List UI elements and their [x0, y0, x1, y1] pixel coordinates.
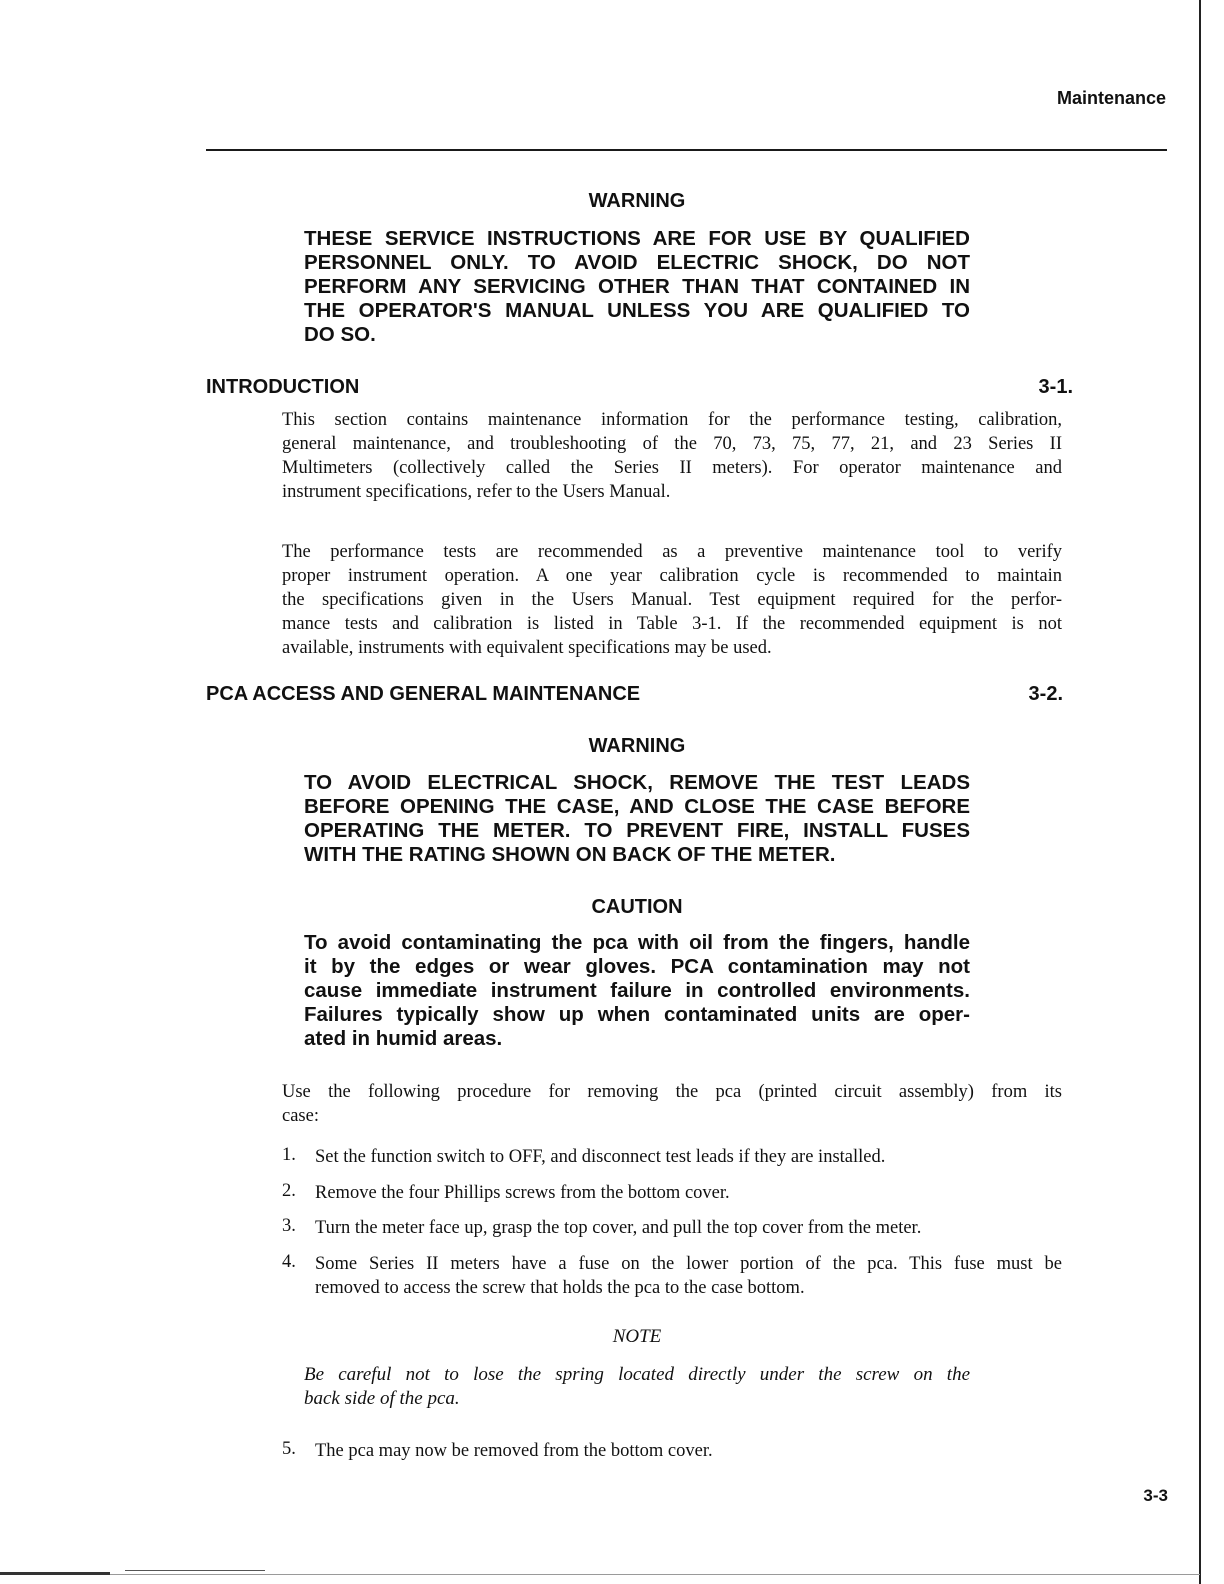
step-number: 4.: [282, 1252, 296, 1272]
step-line: Turn the meter face up, grasp the top cover, and pull the top cover from the meter.: [315, 1218, 922, 1238]
warning-line: DO SO.: [304, 323, 376, 346]
paragraph-line: This section contains maintenance information for the performance testing, calibration,: [282, 410, 1062, 430]
caution-label: CAUTION: [591, 896, 683, 918]
step-line: Remove the four Phillips screws from the bottom cover.: [315, 1183, 730, 1203]
warning-line: OPERATING THE METER. TO PREVENT FIRE, INSTALL FUSES: [304, 819, 970, 842]
procedure-intro: [282, 1080, 1062, 1128]
warning-label: WARNING: [588, 190, 686, 212]
step-number: 5.: [282, 1439, 296, 1459]
step-number: 1.: [282, 1145, 296, 1165]
step-text: [315, 1145, 1062, 1169]
caution-line: ated in humid areas.: [304, 1027, 503, 1050]
paragraph-line: The performance tests are recommended as a preventive maintenance tool to verify: [282, 542, 1062, 562]
step-line: Some Series II meters have a fuse on the lower portion of the pca. This fuse must be: [315, 1254, 1062, 1274]
paragraph-line: mance tests and calibration is listed in Table 3-1. If the recommended equipment is not: [282, 614, 1062, 634]
note-text: [304, 1363, 970, 1411]
paragraph: [282, 408, 1062, 504]
step-line: Set the function switch to OFF, and disconnect test leads if they are installed.: [315, 1147, 886, 1167]
caution-line: cause immediate instrument failure in controlled environments.: [304, 979, 970, 1002]
caution-line: To avoid contaminating the pca with oil from the fingers, handle: [304, 931, 970, 954]
warning-line: PERFORM ANY SERVICING OTHER THAN THAT CONTAINED IN: [304, 275, 970, 298]
note-line: back side of the pca.: [304, 1388, 460, 1409]
paragraph-line: the specifications given in the Users Manual. Test equipment required for the perfor-: [282, 590, 1062, 610]
page-number: 3-3: [1143, 1486, 1168, 1505]
scan-edge: [0, 1570, 1224, 1576]
step-line: removed to access the screw that holds the pca to the case bottom.: [315, 1278, 805, 1298]
header-rule: [206, 149, 1167, 151]
running-head: Maintenance: [1056, 88, 1166, 108]
paragraph-line: general maintenance, and troubleshooting of the 70, 73, 75, 77, 21, and 23 Series II: [282, 434, 1062, 454]
warning-text: [304, 771, 970, 867]
paragraph-line: case:: [282, 1106, 319, 1126]
caution-text: [304, 931, 970, 1051]
caution-line: it by the edges or wear gloves. PCA contamination may not: [304, 955, 970, 978]
section-title: INTRODUCTION: [206, 376, 360, 398]
warning-text: [304, 227, 970, 347]
warning-label: WARNING: [588, 735, 686, 757]
paragraph: [282, 540, 1062, 660]
step-text: [315, 1252, 1062, 1300]
paragraph-line: Multimeters (collectively called the Series II meters). For operator maintenance and: [282, 458, 1062, 478]
warning-line: THESE SERVICE INSTRUCTIONS ARE FOR USE BY QUALIFIED: [304, 227, 970, 250]
caution-line: Failures typically show up when contaminated units are oper-: [304, 1003, 970, 1026]
section-number: 3-2.: [1028, 683, 1063, 705]
section-title: PCA ACCESS AND GENERAL MAINTENANCE: [206, 683, 641, 705]
paragraph-line: available, instruments with equivalent specifications may be used.: [282, 638, 772, 658]
warning-line: PERSONNEL ONLY. TO AVOID ELECTRIC SHOCK, DO NOT: [304, 251, 970, 274]
warning-line: WITH THE RATING SHOWN ON BACK OF THE METER.: [304, 843, 836, 866]
paragraph-line: proper instrument operation. A one year calibration cycle is recommended to maintain: [282, 566, 1062, 586]
paragraph-line: Use the following procedure for removing the pca (printed circuit assembly) from its: [282, 1082, 1062, 1102]
paragraph-line: instrument specifications, refer to the Users Manual.: [282, 482, 671, 502]
step-text: The pca may now be removed from the bottom cover.: [315, 1441, 713, 1461]
step-number: 3.: [282, 1216, 296, 1236]
warning-line: BEFORE OPENING THE CASE, AND CLOSE THE CASE BEFORE: [304, 795, 970, 818]
step-text: [315, 1216, 1062, 1240]
warning-line: THE OPERATOR'S MANUAL UNLESS YOU ARE QUALIFIED TO: [304, 299, 970, 322]
note-line: Be careful not to lose the spring located directly under the screw on the: [304, 1364, 970, 1385]
step-text: [315, 1181, 1062, 1205]
step-number: 2.: [282, 1181, 296, 1201]
section-number: 3-1.: [1038, 376, 1073, 398]
warning-line: TO AVOID ELECTRICAL SHOCK, REMOVE THE TEST LEADS: [304, 771, 970, 794]
page-edge-line: [1199, 0, 1201, 1584]
note-label: NOTE: [612, 1326, 662, 1347]
